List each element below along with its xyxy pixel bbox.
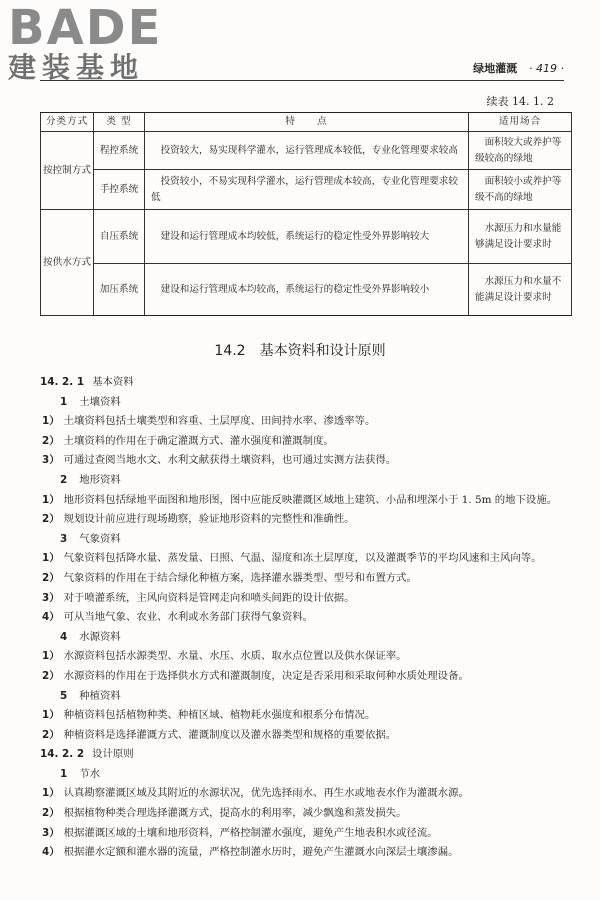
list-item-text: 可从当地气象、农业、水利或水务部门获得气象资料。 [63,611,313,624]
logo-wordmark: BADE [8,0,163,56]
list-item-number: 3） [42,591,60,604]
list-item-number: 2） [42,434,60,447]
subsection-number: 14. 2. 2 [40,748,85,761]
classification-table [40,112,572,316]
item-title: 水源资料 [79,630,121,643]
category-cell: 按控制方式 [41,132,94,210]
list-item-number: 2） [42,571,60,584]
list-item-text: 认真勘察灌溉区域及其附近的水源状况，优先选择雨水、再生水或地表水作为灌溉水源。 [63,787,469,800]
list-item-text: 根据灌水定额和灌水器的流量，严格控制灌水历时，避免产生灌溉水向深层土壤渗漏。 [63,846,459,859]
list-item-text: 土壤资料包括土壤类型和容重、土层厚度、田间持水率、渗透率等。 [63,415,376,428]
type-cell: 手控系统 [94,170,145,210]
list-item-number: 1） [42,709,60,722]
list-item [40,569,572,589]
list-item [40,843,572,863]
table-row [41,210,572,264]
list-item-text: 气象资料包括降水量、蒸发量、日照、气温、湿度和冻土层厚度，以及灌溉季节的平均风速和主风向等。 [63,552,542,565]
list-item-text: 土壤资料的作用在于确定灌溉方式、灌水强度和灌溉制度。 [63,434,334,447]
table-row [41,132,572,170]
list-item-text: 水源资料的作用在于选择供水方式和灌溉制度，决定是否采用和采取何种水质处理设备。 [63,669,469,682]
list-item [40,510,572,530]
list-item-text: 规划设计前应进行现场勘察，验证地形资料的完整性和准确性。 [63,513,355,526]
item-number: 1 [60,767,68,780]
list-item [40,804,572,824]
list-item-text: 根据植物种类合理选择灌溉方式，提高水的利用率，减少飘逸和蒸发损失。 [63,807,407,820]
list-item [40,549,572,569]
item-heading [40,628,572,648]
application-cell: 水源压力和水量不能满足设计要求时 [469,264,572,316]
list-item-number: 3） [42,454,60,467]
page-number: · 419 · [529,62,564,75]
table-continuation-label: 续表 14. 1. 2 [486,95,554,108]
table-header-row [41,113,572,132]
application-cell: 水源压力和水量能够满足设计要求时 [469,210,572,264]
list-item [40,784,572,804]
list-item [40,608,572,628]
category-cell: 按供水方式 [41,210,94,316]
list-item-number: 1） [42,493,60,506]
section-heading [0,340,600,360]
list-item [40,491,572,511]
item-title: 节水 [79,767,101,780]
list-item [40,589,572,609]
list-item [40,824,572,844]
list-item-number: 4） [42,611,60,624]
section-number: 14.2 [214,343,246,359]
subsection-heading [40,745,572,765]
item-number: 3 [60,532,68,545]
publisher-logo [8,2,178,84]
item-heading [40,393,572,413]
application-cell: 面积较大或养护等级较高的绿地 [469,132,572,170]
body-text [40,373,572,863]
list-item-number: 4） [42,846,60,859]
list-item-number: 1） [42,552,60,565]
col-header-category: 分类方式 [41,113,94,132]
item-heading [40,687,572,707]
item-title: 地形资料 [79,473,121,486]
list-item [40,412,572,432]
list-item-text: 根据灌溉区域的土壤和地形资料，严格控制灌水强度，避免产生地表积水或径流。 [63,826,438,839]
list-item-number: 1） [42,415,60,428]
list-item-number: 2） [42,513,60,526]
list-item-number: 2） [42,807,60,820]
item-title: 土壤资料 [79,395,121,408]
item-number: 1 [60,395,68,408]
item-heading [40,530,572,550]
subsection-number: 14. 2. 1 [40,376,85,388]
list-item-text: 气象资料的作用在于结合绿化种植方案，选择灌水器类型、型号和布置方式。 [63,571,417,584]
list-item [40,706,572,726]
list-item [40,432,572,452]
col-header-type: 类 型 [94,113,145,132]
subsection-title: 设计原则 [92,748,134,761]
list-item-number: 3） [42,826,60,839]
item-number: 4 [60,630,68,643]
list-item-text: 种植资料是选择灌溉方式、灌溉制度以及灌水器类型和规格的重要依据。 [63,728,397,741]
list-item-number: 1） [42,650,60,663]
list-item-text: 对于喷灌系统，主风向资料是管网走向和喷头间距的设计依据。 [63,591,355,604]
table-row [41,170,572,210]
feature-cell: 投资较大，易实现科学灌水，运行管理成本较低，专业化管理要求较高 [145,132,469,170]
list-item-text: 地形资料包括绿地平面图和地形图，图中应能反映灌溉区域地上建筑、小品和埋深小于 1. 5m 的地下设施。 [63,493,558,506]
col-header-application: 适用场合 [469,113,572,132]
type-cell: 加压系统 [94,264,145,316]
feature-cell: 建设和运行管理成本均较高，系统运行的稳定性受外界影响较小 [145,264,469,316]
list-item [40,451,572,471]
item-number: 5 [60,689,68,702]
application-cell: 面积较小或养护等级不高的绿地 [469,170,572,210]
section-title: 基本资料和设计原则 [259,343,386,359]
list-item [40,647,572,667]
item-heading [40,471,572,491]
item-title: 种植资料 [79,689,121,702]
feature-cell: 投资较小，不易实现科学灌水，运行管理成本较高，专业化管理要求较低 [145,170,469,210]
list-item [40,667,572,687]
subsection-heading [40,373,572,393]
list-item-text: 种植资料包括植物种类、种植区域、植物耗水强度和根系分布情况。 [63,709,376,722]
list-item [40,726,572,746]
chapter-title: 绿地灌溉 [473,62,518,75]
table-row [41,264,572,316]
list-item-text: 水源资料包括水源类型、水量、水压、水质、取水点位置以及供水保证率。 [63,650,407,663]
logo-subtitle: 建装基地 [8,51,145,84]
type-cell: 程控系统 [94,132,145,170]
item-number: 2 [60,473,68,486]
list-item-number: 1） [42,787,60,800]
header-rule [40,80,564,81]
subsection-title: 基本资料 [92,376,134,388]
item-heading [40,765,572,785]
feature-cell: 建设和运行管理成本均较低，系统运行的稳定性受外界影响较大 [145,210,469,264]
col-header-features: 特 点 [145,113,469,132]
running-head [473,60,564,76]
list-item-number: 2） [42,669,60,682]
item-title: 气象资料 [79,532,121,545]
list-item-number: 2） [42,728,60,741]
list-item-text: 可通过查阅当地水文、水利文献获得土壤资料，也可通过实测方法获得。 [63,454,397,467]
type-cell: 自压系统 [94,210,145,264]
